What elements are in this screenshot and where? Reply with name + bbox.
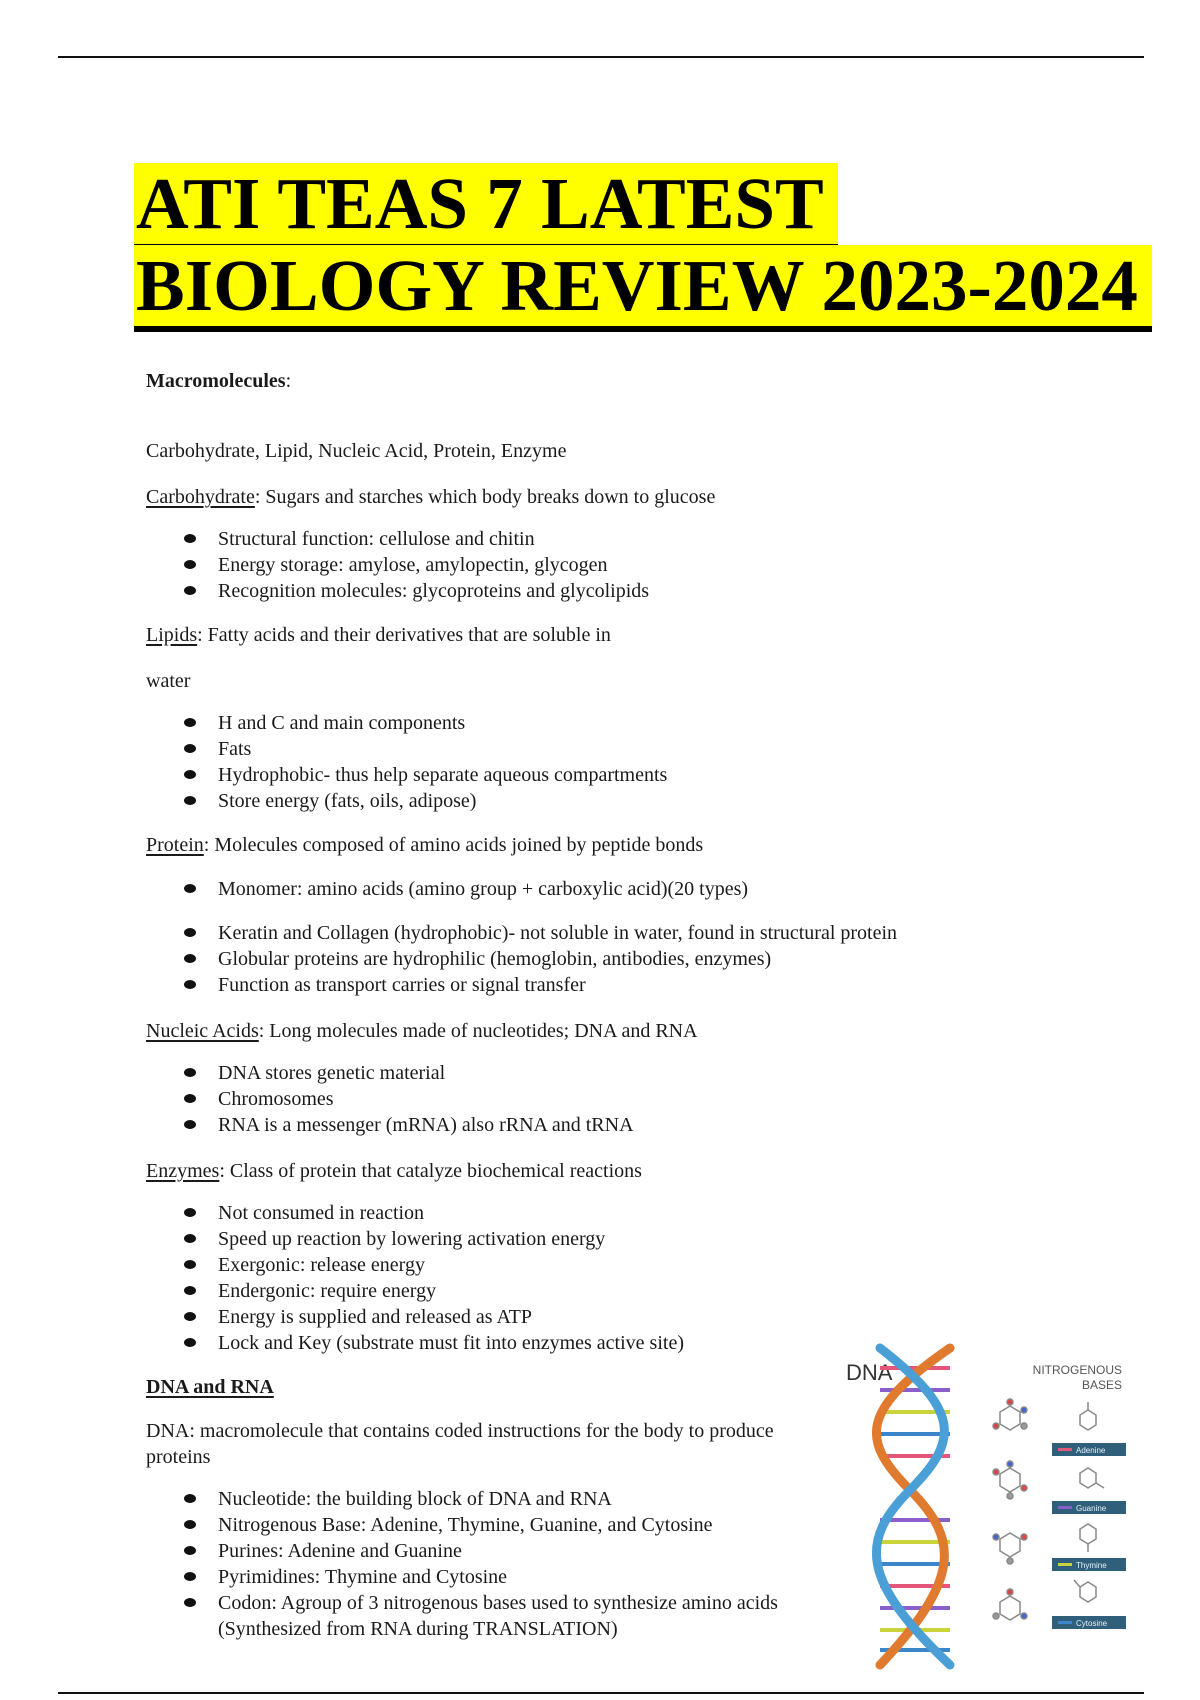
base-name: Adenine: [1076, 1446, 1106, 1455]
list-item: H and C and main components: [146, 710, 986, 736]
list-item: Endergonic: require energy: [146, 1278, 746, 1304]
list-item: Purines: Adenine and Guanine: [146, 1538, 796, 1564]
list-item: Globular proteins are hydrophilic (hemoglobin, antibodies, enzymes): [146, 946, 986, 972]
structure-icon: [1080, 1468, 1104, 1488]
enzymes-list: [146, 1200, 746, 1356]
list-item: Monomer: amino acids (amino group + carboxylic acid)(20 types): [146, 876, 986, 902]
base-color-swatch: [1058, 1621, 1072, 1624]
list-item: Hydrophobic- thus help separate aqueous compartments: [146, 762, 986, 788]
molecule-icon: [993, 1533, 1027, 1564]
structure-icon: [1080, 1524, 1096, 1552]
list-item: Function as transport carries or signal transfer: [146, 972, 986, 998]
macromolecules-heading: Macromolecules:: [146, 370, 292, 392]
list-item: RNA is a messenger (mRNA) also rRNA and tRNA: [146, 1112, 986, 1138]
base-color-swatch: [1058, 1448, 1072, 1451]
lipids-definition-cont: water: [146, 670, 191, 692]
dna-rna-list: [146, 1486, 796, 1642]
list-item: Store energy (fats, oils, adipose): [146, 788, 986, 814]
carbohydrate-definition: Carbohydrate: Sugars and starches which body breaks down to glucose: [146, 486, 716, 508]
lipids-list: [146, 710, 986, 814]
enzymes-definition: Enzymes: Class of protein that catalyze biochemical reactions: [146, 1160, 642, 1182]
dna-label: DNA: [846, 1360, 893, 1385]
protein-definition: Protein: Molecules composed of amino acids joined by peptide bonds: [146, 834, 704, 856]
base-label-cytosine: [1052, 1616, 1126, 1629]
list-item: Lock and Key (substrate must fit into enzymes active site): [146, 1330, 746, 1356]
bottom-rule: [58, 1692, 1144, 1694]
list-item: Nucleotide: the building block of DNA and RNA: [146, 1486, 796, 1512]
molecule-icon: [993, 1461, 1027, 1499]
base-label-thymine: [1052, 1558, 1126, 1571]
dna-definition: DNA: macromolecule that contains coded instructions for the body to produce proteins: [146, 1420, 774, 1468]
carbohydrate-list: [146, 526, 986, 604]
lipids-definition: Lipids: Fatty acids and their derivatives that are soluble in: [146, 624, 611, 646]
base-name: Thymine: [1076, 1561, 1107, 1570]
molecule-icon: [993, 1399, 1027, 1430]
bases-title-line-1: NITROGENOUS: [1032, 1363, 1122, 1377]
list-item: Pyrimidines: Thymine and Cytosine: [146, 1564, 796, 1590]
list-item: Recognition molecules: glycoproteins and glycolipids: [146, 578, 986, 604]
list-item: Energy storage: amylose, amylopectin, glycogen: [146, 552, 986, 578]
list-item: Structural function: cellulose and chitin: [146, 526, 986, 552]
helix-strand-orange: [876, 1348, 950, 1665]
structure-icon: [1074, 1580, 1096, 1602]
base-color-swatch: [1058, 1506, 1072, 1509]
macromolecules-list: Carbohydrate, Lipid, Nucleic Acid, Protein, Enzyme: [146, 440, 567, 462]
nucleic-acids-definition: Nucleic Acids: Long molecules made of nucleotides; DNA and RNA: [146, 1020, 698, 1042]
list-item: Keratin and Collagen (hydrophobic)- not soluble in water, found in structural protein: [146, 920, 986, 946]
list-item: Not consumed in reaction: [146, 1200, 746, 1226]
base-name: Cytosine: [1076, 1619, 1108, 1628]
list-item: Exergonic: release energy: [146, 1252, 746, 1278]
document-title-line-2: BIOLOGY REVIEW 2023-2024: [134, 246, 1152, 326]
list-item: Speed up reaction by lowering activation energy: [146, 1226, 746, 1252]
list-item: Codon: Agroup of 3 nitrogenous bases used to synthesize amino acids (Synthesized from RNA during TRANSLATION): [146, 1590, 796, 1642]
nucleic-acids-list: [146, 1060, 986, 1138]
dna-rna-heading: DNA and RNA: [146, 1376, 274, 1398]
dna-illustration: [840, 1340, 1130, 1670]
base-color-swatch: [1058, 1563, 1072, 1566]
list-item: Energy is supplied and released as ATP: [146, 1304, 746, 1330]
list-item: Chromosomes: [146, 1086, 986, 1112]
top-rule: [58, 56, 1144, 58]
protein-list-2: [146, 920, 986, 998]
list-item: DNA stores genetic material: [146, 1060, 986, 1086]
list-item: Nitrogenous Base: Adenine, Thymine, Guanine, and Cytosine: [146, 1512, 796, 1538]
protein-list-1: [146, 876, 986, 902]
structure-icon: [1080, 1402, 1096, 1430]
bases-title-line-2: BASES: [1081, 1378, 1122, 1392]
document-title-line-1: ATI TEAS 7 LATEST: [134, 164, 838, 244]
base-name: Guanine: [1076, 1504, 1107, 1513]
base-label-guanine: [1052, 1501, 1126, 1514]
base-label-adenine: [1052, 1443, 1126, 1456]
list-item: Fats: [146, 736, 986, 762]
molecule-icon: [993, 1589, 1027, 1620]
